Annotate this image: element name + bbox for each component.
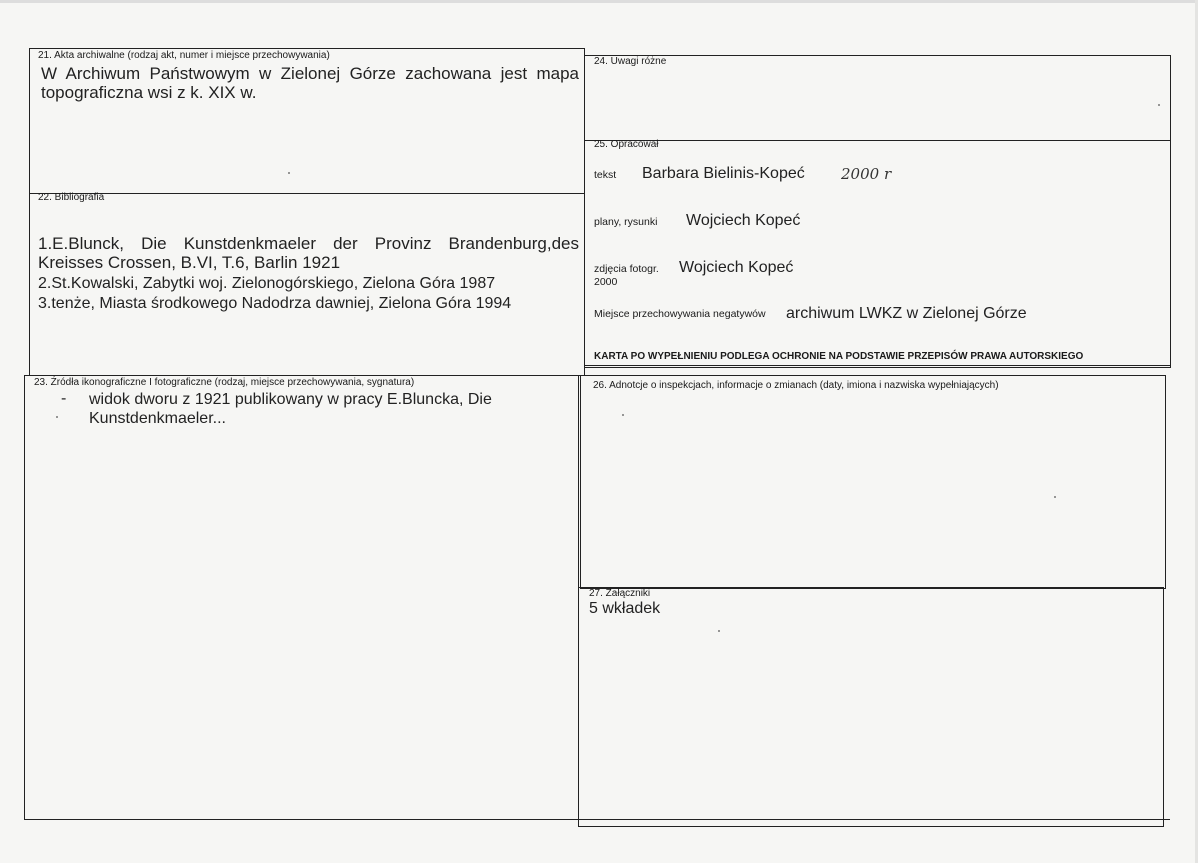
- scan-speck: [1054, 496, 1056, 498]
- scan-speck: [56, 416, 58, 418]
- scan-speck: [1158, 104, 1160, 106]
- scan-speck: [622, 414, 624, 416]
- tekst-value: Barbara Bielinis-Kopeć: [642, 165, 805, 182]
- bibliography-item: 2.St.Kowalski, Zabytki woj. Zielonogórskiego, Zielona Góra 1987: [38, 275, 496, 292]
- plany-value: Wojciech Kopeć: [686, 212, 801, 229]
- section-27-text: 5 wkładek: [589, 600, 661, 617]
- section-25-box: [584, 140, 1171, 368]
- section-24-label: 24. Uwagi różne: [594, 56, 667, 67]
- section-26-label: 26. Adnotcje o inspekcjach, informacje o zmianach (daty, imiona i nazwiska wypełniających): [593, 380, 999, 391]
- handwritten-date: 2000 r: [841, 165, 892, 183]
- section-23-text: widok dworu z 1921 publikowany w pracy E.Bluncka, Die Kunstdenkmaeler...: [89, 391, 492, 427]
- plany-label: plany, rysunki: [594, 216, 658, 228]
- miejsce-value: archiwum LWKZ w Zielonej Górze: [786, 305, 1027, 322]
- section-21-box: [29, 48, 585, 194]
- tekst-label: tekst: [594, 169, 617, 181]
- section-22-label: 22. Bibliografia: [38, 192, 105, 203]
- scan-speck: [718, 630, 720, 632]
- paper-edge: [0, 0, 1198, 3]
- section-24-box: [584, 55, 1171, 141]
- bibliography-item: 3.tenże, Miasta środkowego Nadodrza dawniej, Zielona Góra 1994: [38, 295, 512, 312]
- copyright-notice: KARTA PO WYPEŁNIENIU PODLEGA OCHRONIE NA PODSTAWIE PRZEPISÓW PRAWA AUTORSKIEGO: [594, 351, 1084, 362]
- section-21-text: W Archiwum Państwowym w Zielonej Górze zachowana jest mapa topograficzna wsi z k. XIX w.: [41, 64, 579, 102]
- section-22-box: [29, 193, 585, 376]
- notice-divider: [584, 365, 1171, 366]
- section-21-label: 21. Akta archiwalne (rodzaj akt, numer i miejsce przechowywania): [38, 50, 330, 61]
- form-border-bottom: [24, 819, 1170, 820]
- section-27-box: [578, 587, 1164, 827]
- bibliography-item: 1.E.Blunck, Die Kunstdenkmaeler der Provinz Brandenburg,des Kreisses Crossen, B.VI, T.6, Barlin 1921: [38, 234, 579, 272]
- miejsce-label: Miejsce przechowywania negatywów: [594, 308, 766, 320]
- zdjecia-value: Wojciech Kopeć: [679, 259, 794, 276]
- section-23-box: [24, 375, 579, 820]
- section-27-label: 27. Załączniki: [589, 588, 651, 599]
- zdjecia-label: zdjęcia fotogr.: [594, 263, 659, 275]
- zdjecia-year: 2000: [594, 276, 618, 288]
- list-bullet: -: [61, 390, 67, 407]
- section-26-box: [580, 375, 1166, 589]
- scan-speck: [288, 172, 290, 174]
- section-23-label: 23. Źródła ikonograficzne I fotograficzne (rodzaj, miejsce przechowywania, sygnatura): [34, 377, 415, 388]
- section-25-label: 25. Opracował: [594, 139, 659, 150]
